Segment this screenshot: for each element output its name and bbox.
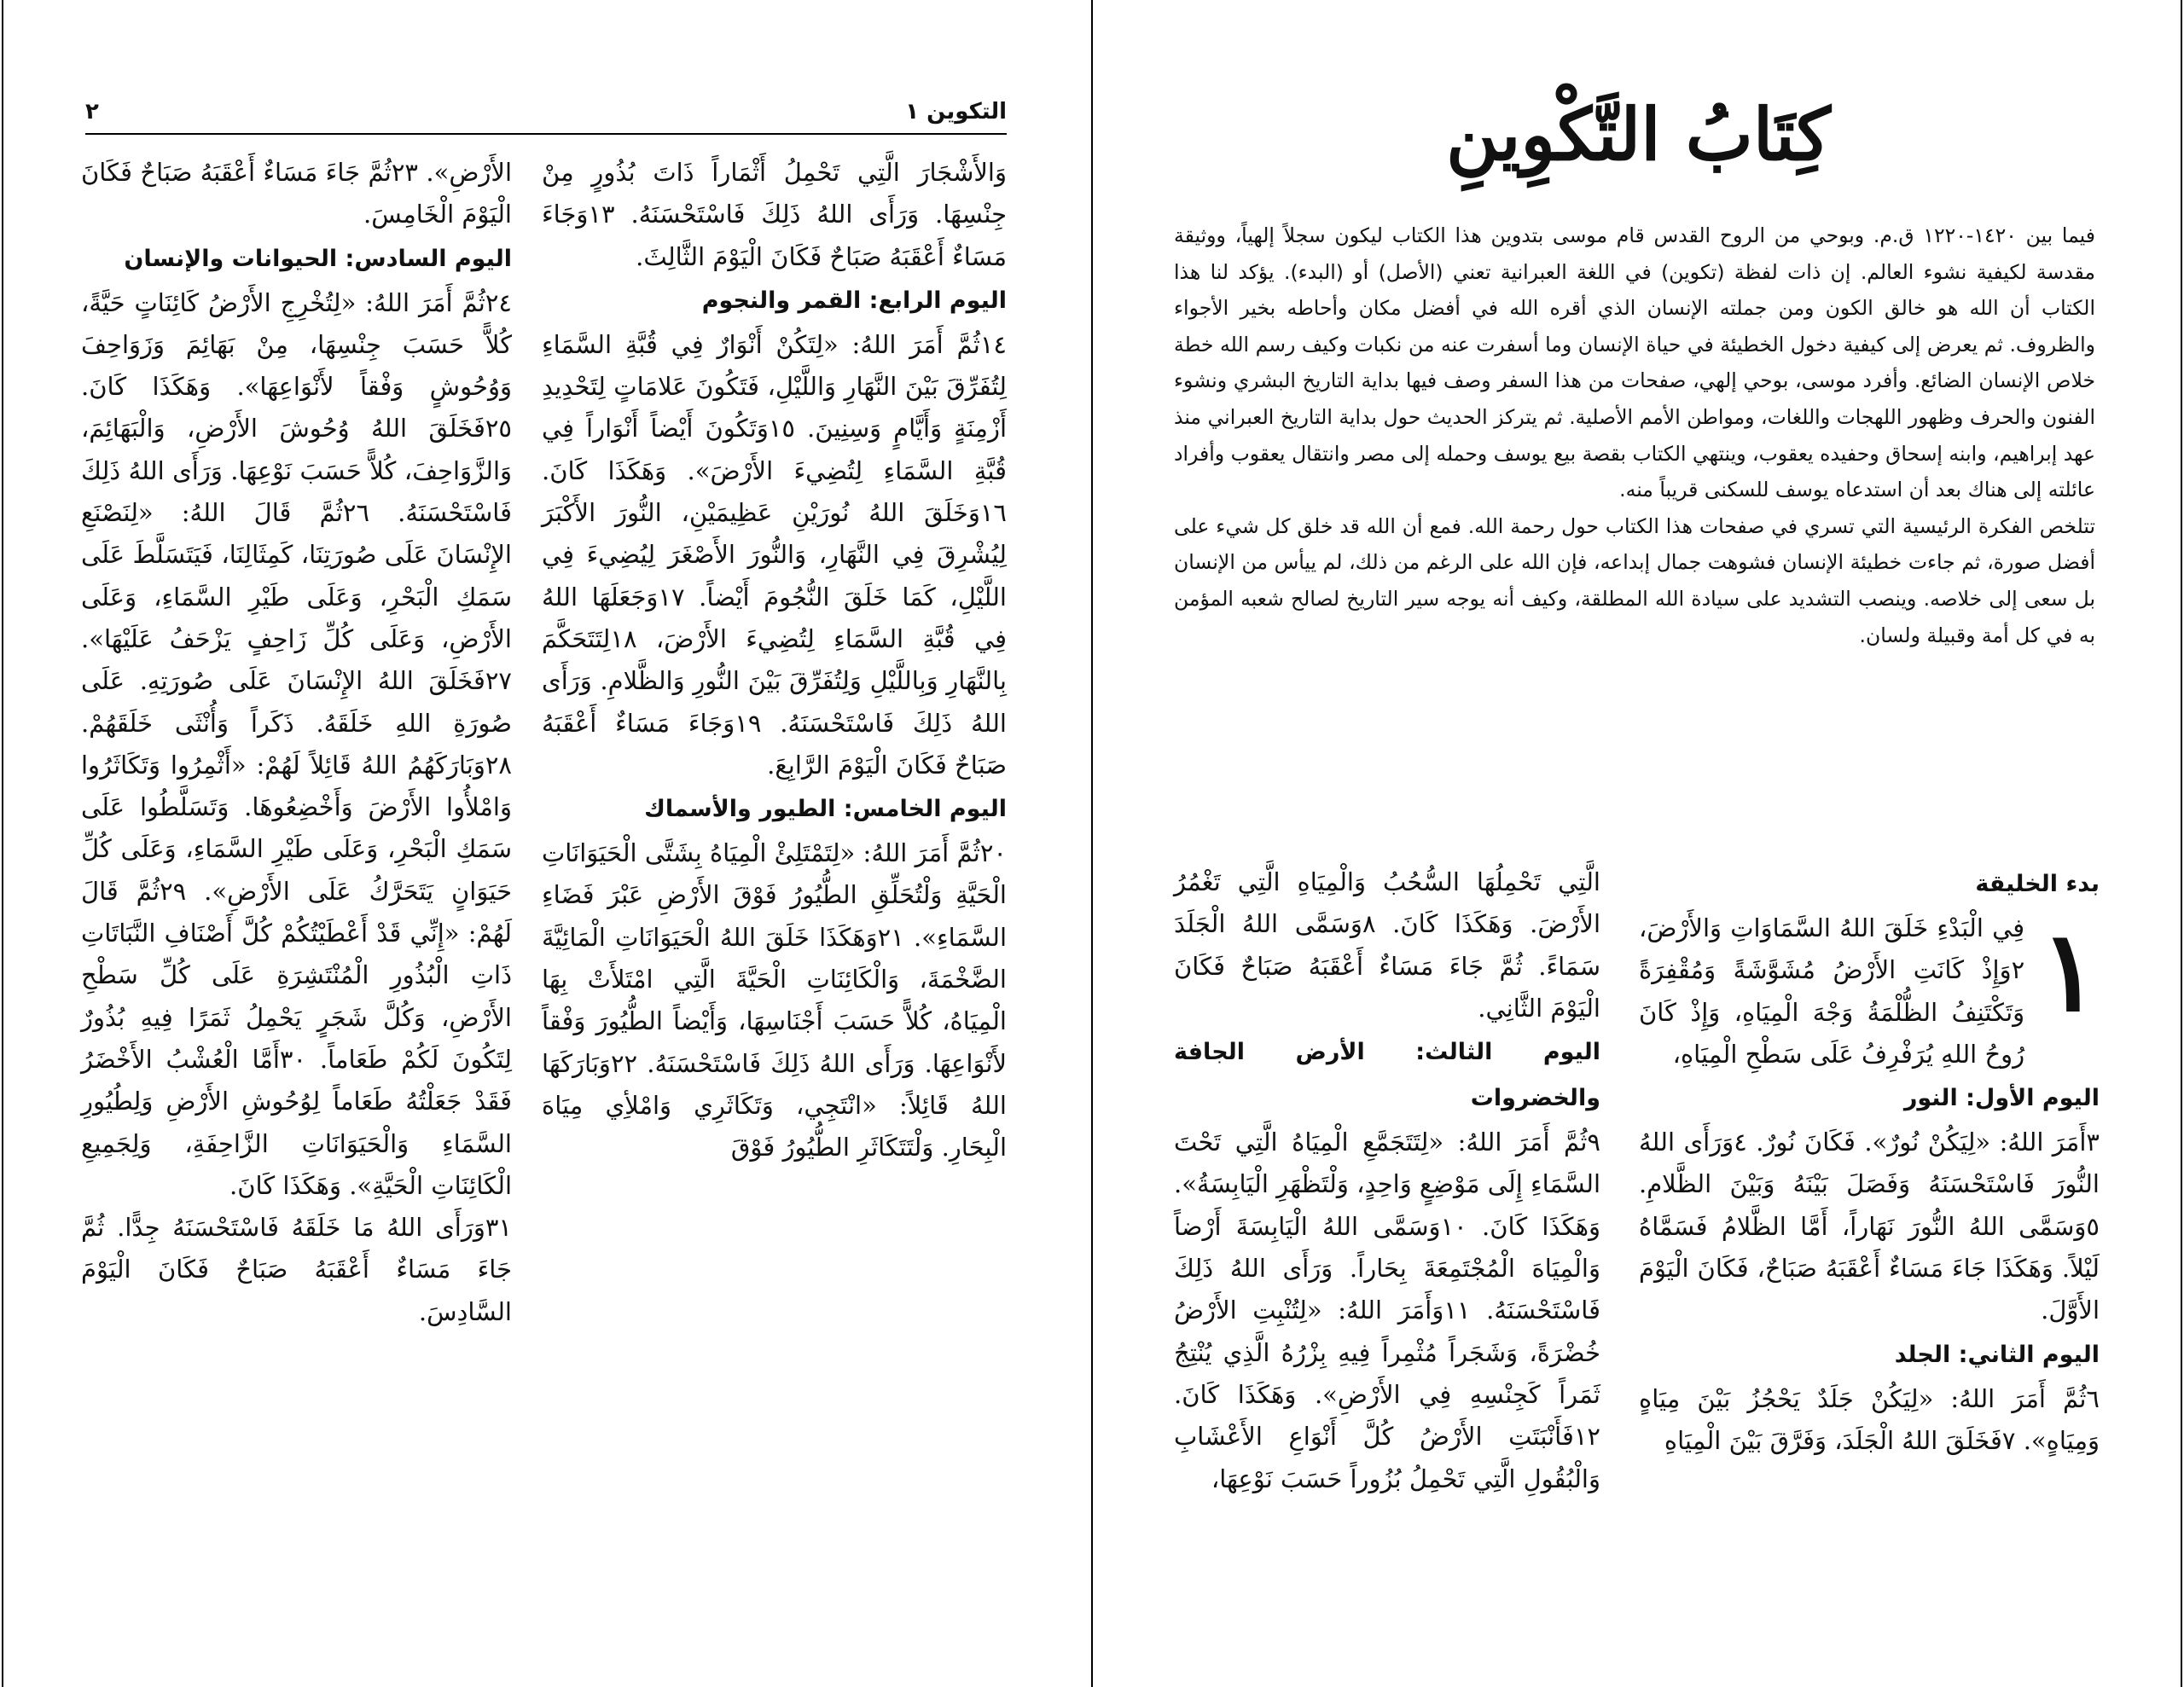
section-heading: اليوم الخامس: الطيور والأسماك xyxy=(644,796,1007,823)
section-heading: اليوم الثالث: الأرض الجافة والخضروات xyxy=(1174,1039,1600,1112)
right-page xyxy=(1093,0,2184,1687)
page-edge xyxy=(2181,0,2182,1687)
running-header xyxy=(85,94,1007,135)
verse-block: ٢٠ثُمَّ أَمَرَ اللهُ: «لِتَمْتَلِئْ الْمِيَاهُ بِشَتَّى الْحَيَوَانَاتِ الْحَيَّةِ وَلْتُحَلِّقِ الطُّيُورُ فَوْقَ الأَرْضِ عَبْرَ فَضَاءِ السَّمَاءِ». ٢١وَهَكَذَا خَلَقَ اللهُ الْحَيَوَانَاتِ الْمَائِيَّةَ الضَّخْمَةَ، وَالْكَائِنَاتِ الْحَيَّةَ الَّتِي امْتَلأَتْ بِهَا الْمِيَاهُ، كُلاًّ حَسَبَ أَجْنَاسِهَا، وَأَيْضاً الطُّيُورَ وَفْقاً لأَنْوَاعِهَا. وَرَأَى اللهُ ذَلِكَ فَاسْتَحْسَنَهُ. ٢٢وَبَارَكَهَا اللهُ قَائِلاً: «انْتَجِي، وَتَكَاثَرِي وَامْلأِي مِيَاهَ الْبِحَارِ. وَلْتَتَكَاثَرِ الطُّيُورُ فَوْقَ xyxy=(542,838,1007,1162)
section-heading: اليوم الثاني: الجلد xyxy=(1894,1341,2100,1368)
page-number: ٢ xyxy=(85,99,99,125)
book-introduction xyxy=(1174,217,2095,653)
intro-paragraph: فيما بين ١٤٢٠-١٢٢٠ ق.م. وبوحي من الروح القدس قام موسى بتدوين هذا الكتاب ليكون سجلاً إلهياً، ووثيقة مقدسة لكيفية نشوء العالم. إن ذات لفظة (تكوين) في اللغة العبرانية تعني (الأصل) أو (البدء). يؤكد لنا هذا الكتاب أن الله هو خالق الكون ومن جملته الإنسان الذي أقره الله في أفضل مكان وأحاطه بخير الأجواء والظروف. ثم يعرض إلى كيفية دخول الخطيئة في حياة الإنسان وما أسفرت عنه من نكبات وكيف رسم الله خطة خلاص الإنسان الضائع. وأفرد موسى، بوحي إلهي، صفحات من هذا السفر وصف فيها بداية التاريخ البشري ونشوء الفنون والحرف وظهور اللهجات واللغات، ومواطن الأمم الأصلية. ثم يتركز الحديث حول بداية التاريخ العبراني منذ عهد إبراهيم، وابنه إسحاق وحفيده يعقوب، وينتهي الكتاب بقصة بيع يوسف وحمله إلى مصر وانتقال يعقوب وأفراد عائلته إلى هناك بعد أن استدعاه يوسف للسكنى قريباً منه. xyxy=(1174,223,2095,502)
text-column-right xyxy=(1639,861,2100,1462)
verse-block: ٩ثُمَّ أَمَرَ اللهُ: «لِتَتَجَمَّعِ الْمِيَاهُ الَّتِي تَحْتَ السَّمَاءِ إِلَى مَوْضِعٍ وَاحِدٍ، وَلْتَظْهَرِ الْيَابِسَةُ». وَهَكَذَا كَانَ. ١٠وَسَمَّى اللهُ الْيَابِسَةَ أَرْضاً وَالْمِيَاهَ الْمُجْتَمِعَةَ بِحَاراً. وَرَأَى اللهُ ذَلِكَ فَاسْتَحْسَنَهُ. ١١وَأَمَرَ اللهُ: «لِتُنْبِتِ الأَرْضُ خُضْرَةً، وَشَجَراً مُثْمِراً فِيهِ بِزْرُهُ الَّذِي يُنْتِجُ ثَمَراً كَجِنْسِهِ فِي الأَرْضِ». وَهَكَذَا كَانَ. ١٢فَأَنْبَتَتِ الأَرْضُ كُلَّ أَنْوَاعِ الأَعْشَابِ وَالْبُقُولِ الَّتِي تَحْمِلُ بُزُوراً حَسَبَ نَوْعِهَا، xyxy=(1174,1128,1600,1493)
verse-block: ٢٤ثُمَّ أَمَرَ اللهُ: «لِتُخْرِجِ الأَرْضُ كَائِنَاتٍ حَيَّةً، كُلاًّ حَسَبَ جِنْسِهَا، مِنْ بَهَائِمَ وَزَوَاحِفَ وَوُحُوشٍ وَفْقاً لأَنْوَاعِهَا». وَهَكَذَا كَانَ. ٢٥فَخَلَقَ اللهُ وُحُوشَ الأَرْضِ، وَالْبَهَائِمَ، وَالزَّوَاحِفَ، كُلاًّ حَسَبَ نَوْعِهَا. وَرَأَى اللهُ ذَلِكَ فَاسْتَحْسَنَهُ. ٢٦ثُمَّ قَالَ اللهُ: «لِنَصْنَعِ الإِنْسَانَ عَلَى صُورَتِنَا، كَمِثَالِنَا، فَيَتَسَلَّطَ عَلَى سَمَكِ الْبَحْرِ، وَعَلَى طَيْرِ السَّمَاءِ، وَعَلَى الأَرْضِ، وَعَلَى كُلِّ زَاحِفٍ يَزْحَفُ عَلَيْهَا». ٢٧فَخَلَقَ اللهُ الإِنْسَانَ عَلَى صُورَتِهِ. عَلَى صُورَةِ اللهِ خَلَقَهُ. ذَكَراً وَأُنْثَى خَلَقَهُمْ. ٢٨وَبَارَكَهُمُ اللهُ قَائِلاً لَهُمْ: «أَثْمِرُوا وَتَكَاثَرُوا وَامْلأُوا الأَرْضَ وَأَخْضِعُوهَا. وَتَسَلَّطُوا عَلَى سَمَكِ الْبَحْرِ، وَعَلَى طَيْرِ السَّمَاءِ، وَعَلَى كُلِّ حَيَوَانٍ يَتَحَرَّكُ عَلَى الأَرْضِ». ٢٩ثُمَّ قَالَ لَهُمْ: «إِنِّي قَدْ أَعْطَيْتُكُمْ كُلَّ أَصْنَافِ النَّبَاتَاتِ ذَاتِ الْبُذُورِ الْمُنْتَشِرَةِ عَلَى كُلِّ سَطْحِ الأَرْضِ، وَكُلَّ شَجَرٍ يَحْمِلُ ثَمَرًا فِيهِ بُذُورٌ لِتَكُونَ لَكُمْ طَعَاماً. ٣٠أَمَّا الْعُشْبُ الأَخْضَرُ فَقَدْ جَعَلْتُهُ طَعَاماً لِوُحُوشِ الأَرْضِ وَلِطُيُورِ السَّمَاءِ وَالْحَيَوَانَاتِ الزَّاحِفَةِ، وَلِجَمِيعِ الْكَائِنَاتِ الْحَيَّةِ». وَهَكَذَا كَانَ. xyxy=(81,287,513,1200)
verse-block: ١٤ثُمَّ أَمَرَ اللهُ: «لِتَكُنْ أَنْوَارٌ فِي قُبَّةِ السَّمَاءِ لِتُفَرِّقَ بَيْنَ النَّهَارِ وَاللَّيْلِ، فَتَكُونَ عَلامَاتٍ لِتَحْدِيدِ أَزْمِنَةٍ وَأَيَّامٍ وَسِنِينَ. ١٥وَتَكُونَ أَيْضاً أَنْوَاراً فِي قُبَّةِ السَّمَاءِ لِتُضِيءَ الأَرْضَ». وَهَكَذَا كَانَ. ١٦وَخَلَقَ اللهُ نُورَيْنِ عَظِيمَيْنِ، النُّورَ الأَكْبَرَ لِيُشْرِقَ فِي النَّهَارِ، وَالنُّورَ الأَصْغَرَ لِيُضِيءَ فِي اللَّيْلِ، كَمَا خَلَقَ النُّجُومَ أَيْضاً. ١٧وَجَعَلَهَا اللهُ فِي قُبَّةِ السَّمَاءِ لِتُضِيءَ الأَرْضَ، ١٨لِتَتَحَكَّمَ بِالنَّهَارِ وَبِاللَّيْلِ وَلِتُفَرِّقَ بَيْنَ النُّورِ وَالظَّلامِ. وَرَأَى اللهُ ذَلِكَ فَاسْتَحْسَنَهُ. ١٩وَجَاءَ مَسَاءٌ أَعْقَبَهُ صَبَاحٌ فَكَانَ الْيَوْمَ الرَّابِعَ. xyxy=(542,329,1008,780)
text-column-right xyxy=(542,152,1007,1169)
intro-paragraph: تتلخص الفكرة الرئيسية التي تسري في صفحات هذا الكتاب حول رحمة الله. فمع أن الله قد خلق كل شيء على أفضل صورة، ثم جاءت خطيئة الإنسان فشوهت جمال إبداعه، فإن الله على الرغم من ذلك، لم ييأس من الإنسان بل سعى إلى خلاصه. وينصب التشديد على سيادة الله المطلقة، وكيف أنه يوجه سير التاريخ لصالح شعبه المؤمن به في كل أمة وقبيلة ولسان. xyxy=(1174,513,2095,647)
running-header-title: التكوين ١ xyxy=(905,99,1007,125)
section-heading: اليوم السادس: الحيوانات والإنسان xyxy=(124,245,512,272)
text-column-left xyxy=(81,152,512,1333)
verse-block: ٣١وَرَأَى اللهُ مَا خَلَقَهُ فَاسْتَحْسَنَهُ جِدًّا. ثُمَّ جَاءَ مَسَاءٌ أَعْقَبَهُ صَبَاحٌ فَكَانَ الْيَوْمَ السَّادِسَ. xyxy=(81,1213,512,1326)
section-heading: اليوم الرابع: القمر والنجوم xyxy=(701,287,1007,314)
left-page xyxy=(0,0,1091,1687)
verse-block: ٦ثُمَّ أَمَرَ اللهُ: «لِيَكُنْ جَلَدٌ يَحْجُزُ بَيْنَ مِيَاهٍ وَمِيَاهٍ». ٧فَخَلَقَ اللهُ الْجَلَدَ، وَفَرَّقَ بَيْنَ الْمِيَاهِ xyxy=(1639,1383,2100,1455)
verse-block: وَالأَشْجَارَ الَّتِي تَحْمِلُ أَثْمَاراً ذَاتَ بُذُورٍ مِنْ جِنْسِهَا. وَرَأَى اللهُ ذَلِكَ فَاسْتَحْسَنَهُ. ١٣وَجَاءَ مَسَاءٌ أَعْقَبَهُ صَبَاحٌ فَكَانَ الْيَوْمَ الثَّالِثَ. xyxy=(542,158,1007,271)
section-heading: اليوم الأول: النور xyxy=(1903,1085,2100,1112)
chapter-number: ١ xyxy=(2040,906,2100,1036)
book-title: كِتَابُ التَّكْوِينِ xyxy=(1446,92,1831,177)
verse-block: فِي الْبَدْءِ خَلَقَ اللهُ السَّمَاوَاتِ وَالأَرْضَ، ٢وَإِذْ كَانَتِ الأَرْضُ مُشَوَّشَةً وَمُقْفِرَةً وَتَكْتَنِفُ الظُّلْمَةُ وَجْهَ الْمِيَاهِ، وَإِذْ كَانَ رُوحُ اللهِ يُرَفْرِفُ عَلَى سَطْحِ الْمِيَاهِ، xyxy=(1639,913,2025,1069)
section-heading: بدء الخليقة xyxy=(1975,871,2100,897)
verse-block: الأَرْضِ». ٢٣ثُمَّ جَاءَ مَسَاءٌ أَعْقَبَهُ صَبَاحٌ فَكَانَ الْيَوْمَ الْخَامِسَ. xyxy=(81,158,513,229)
verse-block: الَّتِي تَحْمِلُهَا السُّحُبُ وَالْمِيَاهِ الَّتِي تَغْمُرُ الأَرْضَ. وَهَكَذَا كَانَ. ٨وَسَمَّى اللهُ الْجَلَدَ سَمَاءً. ثُمَّ جَاءَ مَسَاءٌ أَعْقَبَهُ صَبَاحٌ فَكَانَ الْيَوْمَ الثَّانِي. xyxy=(1174,867,1600,1023)
verse-block: ٣أَمَرَ اللهُ: «لِيَكُنْ نُورٌ». فَكَانَ نُورٌ. ٤وَرَأَى اللهُ النُّورَ فَاسْتَحْسَنَهُ وَفَصَلَ بَيْنَهُ وَبَيْنَ الظَّلامِ. ٥وَسَمَّى اللهُ النُّورَ نَهَاراً، أَمَّا الظَّلامُ فَسَمَّاهُ لَيْلاً. وَهَكَذَا جَاءَ مَسَاءٌ أَعْقَبَهُ صَبَاحٌ، فَكَانَ الْيَوْمَ الأَوَّلَ. xyxy=(1639,1128,2100,1325)
page-edge xyxy=(2,0,3,1687)
text-column-left xyxy=(1174,861,1600,1500)
